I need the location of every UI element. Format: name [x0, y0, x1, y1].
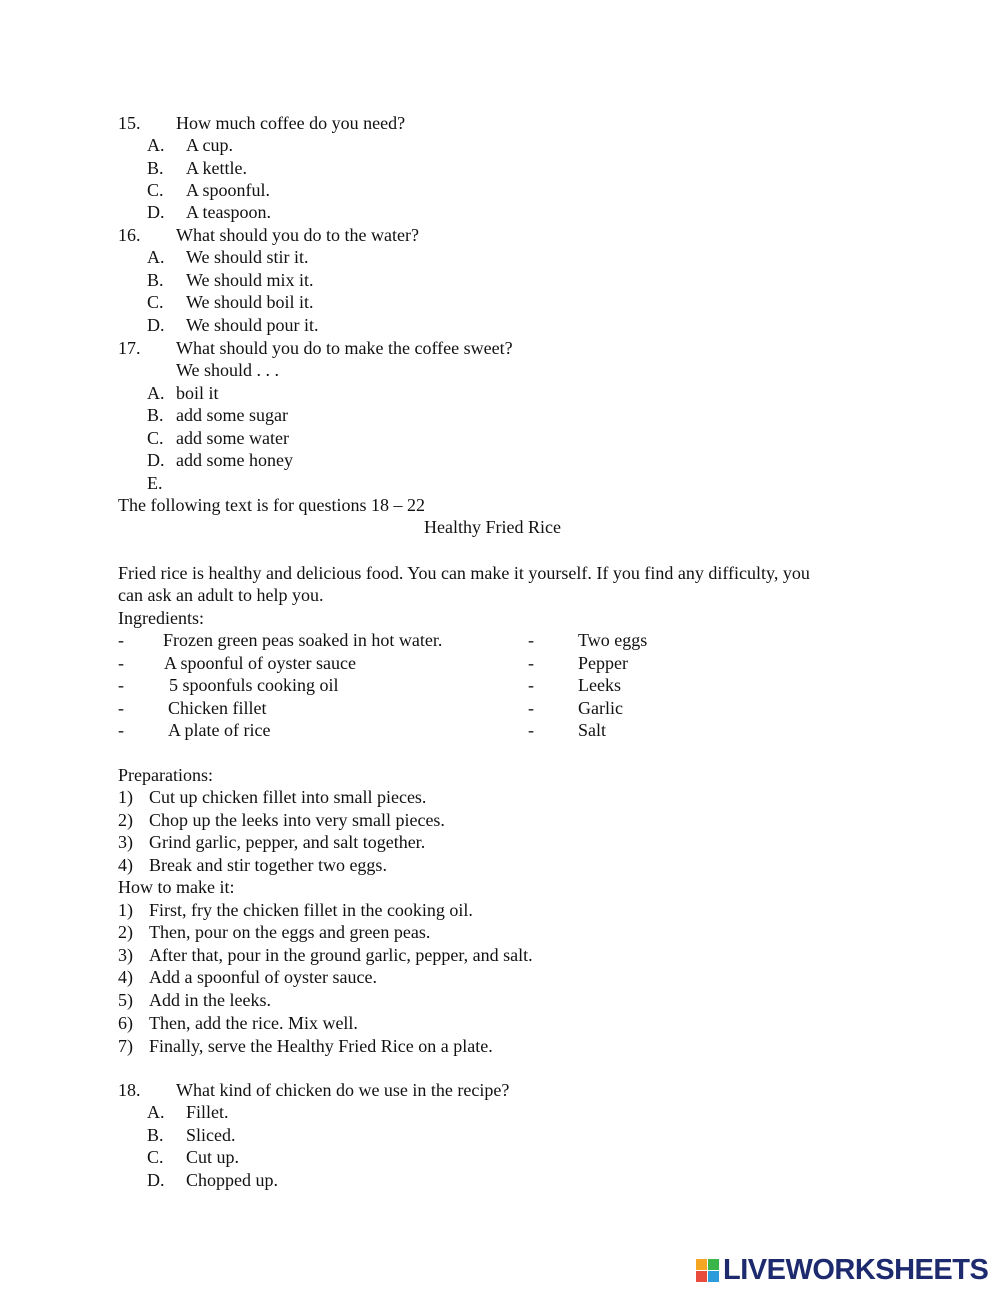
logo-tile: [696, 1259, 707, 1270]
q16-number: 16.: [118, 225, 141, 245]
preparation-step: Grind garlic, pepper, and salt together.: [149, 832, 426, 852]
step-text: Add in the leeks.: [149, 990, 271, 1010]
q16-option-b[interactable]: We should mix it.: [186, 270, 314, 290]
liveworksheets-logo-icon: [696, 1259, 719, 1282]
q17-option-a[interactable]: boil it: [176, 383, 219, 403]
q16-option-d[interactable]: We should pour it.: [186, 315, 319, 335]
ingredient-dash: -: [118, 653, 124, 673]
q15-question: How much coffee do you need?: [176, 113, 406, 133]
step-text: First, fry the chicken fillet in the cooking oil.: [149, 900, 473, 920]
q17-question-line2: We should . . .: [176, 360, 280, 380]
how-heading: How to make it:: [118, 877, 235, 897]
step-text: Finally, serve the Healthy Fried Rice on a plate.: [149, 1036, 493, 1056]
ingredient-right-item: Pepper: [578, 653, 628, 673]
q17-option-c[interactable]: add some water: [176, 428, 289, 448]
preparations-heading: Preparations:: [118, 765, 213, 785]
ingredient-right-item: Salt: [578, 720, 607, 740]
preparation-step: Break and stir together two eggs.: [149, 855, 387, 875]
q18-option-c-letter: C.: [147, 1147, 164, 1167]
logo-tile: [708, 1271, 719, 1282]
q18-option-b-letter: B.: [147, 1125, 164, 1145]
ingredient-left-item: 5 spoonfuls cooking oil: [169, 675, 339, 695]
q16-option-a-letter: A.: [147, 247, 165, 267]
q18-question: What kind of chicken do we use in the recipe?: [176, 1080, 510, 1100]
q17-question: What should you do to make the coffee sweet?: [176, 338, 513, 358]
q17-option-a-letter: A.: [147, 383, 165, 403]
q15-number: 15.: [118, 113, 141, 133]
q15-option-b-letter: B.: [147, 158, 164, 178]
ingredient-dash: -: [118, 630, 124, 650]
q17-option-c-letter: C.: [147, 428, 164, 448]
ingredient-left-item: A plate of rice: [168, 720, 271, 740]
q15-option-c-letter: C.: [147, 180, 164, 200]
ingredient-right-item: Garlic: [578, 698, 623, 718]
step-text: Add a spoonful of oyster sauce.: [149, 967, 377, 987]
ingredient-dash: -: [528, 653, 534, 673]
passage-intro: The following text is for questions 18 – 22: [118, 495, 425, 515]
preparation-number: 1): [118, 787, 133, 807]
q17-number: 17.: [118, 338, 141, 358]
q15-option-c[interactable]: A spoonful.: [186, 180, 271, 200]
q16-option-c[interactable]: We should boil it.: [186, 292, 314, 312]
q16-option-c-letter: C.: [147, 292, 164, 312]
ingredient-dash: -: [528, 698, 534, 718]
ingredient-dash: -: [528, 720, 534, 740]
q18-option-d-letter: D.: [147, 1170, 165, 1190]
preparation-step: Cut up chicken fillet into small pieces.: [149, 787, 427, 807]
step-number: 2): [118, 922, 133, 942]
step-text: After that, pour in the ground garlic, pepper, and salt.: [149, 945, 533, 965]
q15-option-a-letter: A.: [147, 135, 165, 155]
ingredient-dash: -: [118, 675, 124, 695]
step-text: Then, add the rice. Mix well.: [149, 1013, 358, 1033]
intro-line-1: Fried rice is healthy and delicious food. You can make it yourself. If you find any difficulty, you: [118, 563, 810, 583]
q18-option-c[interactable]: Cut up.: [186, 1147, 240, 1167]
preparation-number: 4): [118, 855, 133, 875]
q15-option-a[interactable]: A cup.: [186, 135, 233, 155]
step-text: Then, pour on the eggs and green peas.: [149, 922, 431, 942]
q16-option-b-letter: B.: [147, 270, 164, 290]
q18-option-a[interactable]: Fillet.: [186, 1102, 229, 1122]
q18-option-b[interactable]: Sliced.: [186, 1125, 236, 1145]
q17-option-d[interactable]: add some honey: [176, 450, 293, 470]
q18-number: 18.: [118, 1080, 141, 1100]
ingredient-dash: -: [118, 720, 124, 740]
q18-option-d[interactable]: Chopped up.: [186, 1170, 278, 1190]
step-number: 6): [118, 1013, 133, 1033]
q18-option-a-letter: A.: [147, 1102, 165, 1122]
step-number: 5): [118, 990, 133, 1010]
q17-option-d-letter: D.: [147, 450, 165, 470]
q15-option-d[interactable]: A teaspoon.: [186, 202, 271, 222]
ingredient-dash: -: [118, 698, 124, 718]
ingredient-left-item: A spoonful of oyster sauce: [164, 653, 356, 673]
q15-option-d-letter: D.: [147, 202, 165, 222]
logo-tile: [696, 1271, 707, 1282]
ingredient-dash: -: [528, 675, 534, 695]
logo-tile: [708, 1259, 719, 1270]
q16-option-d-letter: D.: [147, 315, 165, 335]
preparation-number: 3): [118, 832, 133, 852]
ingredient-dash: -: [528, 630, 534, 650]
step-number: 4): [118, 967, 133, 987]
q17-option-e-letter: E.: [147, 473, 163, 493]
preparation-number: 2): [118, 810, 133, 830]
text-title: Healthy Fried Rice: [424, 517, 561, 537]
q16-question: What should you do to the water?: [176, 225, 419, 245]
q17-option-b[interactable]: add some sugar: [176, 405, 288, 425]
q16-option-a[interactable]: We should stir it.: [186, 247, 309, 267]
ingredient-right-item: Two eggs: [578, 630, 648, 650]
logo-text: LIVEWORKSHEETS: [723, 1254, 989, 1286]
intro-line-2: can ask an adult to help you.: [118, 585, 324, 605]
liveworksheets-logo[interactable]: [696, 1256, 988, 1284]
step-number: 7): [118, 1036, 133, 1056]
ingredient-left-item: Frozen green peas soaked in hot water.: [163, 630, 443, 650]
step-number: 3): [118, 945, 133, 965]
q15-option-b[interactable]: A kettle.: [186, 158, 247, 178]
q17-option-b-letter: B.: [147, 405, 164, 425]
ingredient-right-item: Leeks: [578, 675, 621, 695]
ingredient-left-item: Chicken fillet: [168, 698, 267, 718]
step-number: 1): [118, 900, 133, 920]
ingredients-heading: Ingredients:: [118, 608, 204, 628]
preparation-step: Chop up the leeks into very small pieces.: [149, 810, 445, 830]
